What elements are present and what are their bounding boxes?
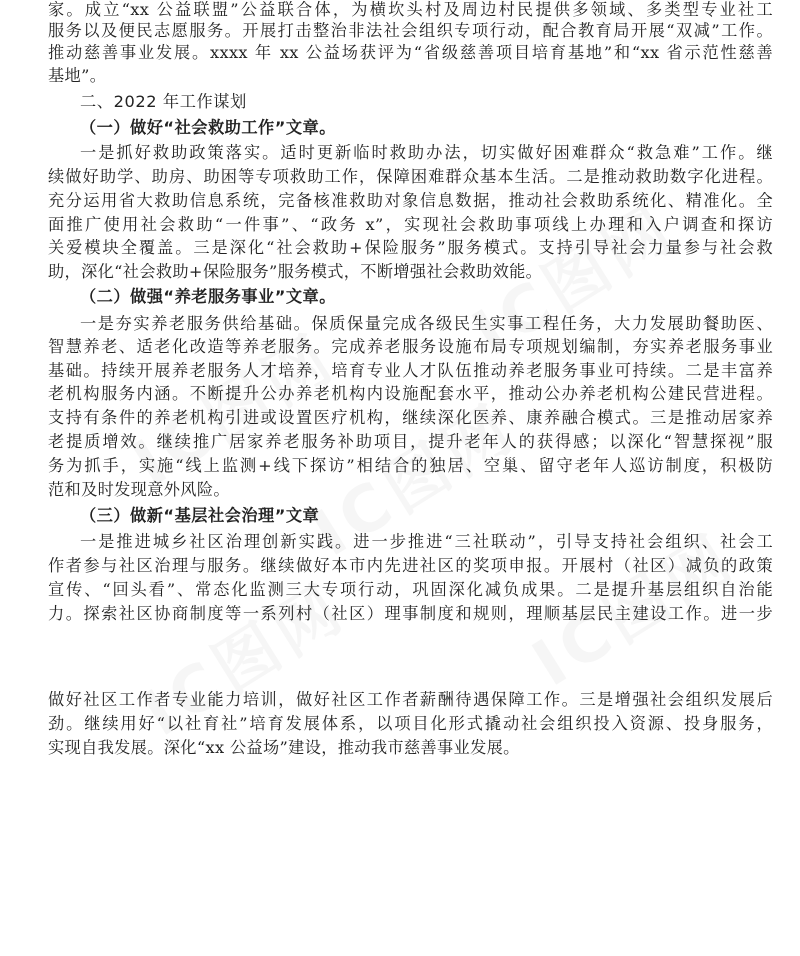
paragraph-line: 力。探索社区协商制度等一系列村（社区）理事制度和规则，理顺基层民主建设工作。进一步 (48, 604, 773, 623)
paragraph-line: 范和及时发现意外风险。 (48, 480, 230, 499)
section-heading: 二、2022 年工作谋划 (80, 92, 247, 111)
paragraph-line: 作者参与社区治理与服务。继续做好本市内先进社区的奖项申报。开展村（社区）减负的政策 (48, 556, 773, 575)
subsection-title: （二）做强“养老服务事业”文章。 (80, 287, 336, 306)
paragraph-line: 实现自我发展。深化“xx 公益场”建设，推动我市慈善事业发展。 (48, 738, 520, 757)
paragraph-line: 面推广使用社会救助“一件事”、“政务 x”，实现社会救助事项线上办理和入户调查和探访 (48, 215, 773, 234)
paragraph-line: 家。成立“xx 公益联盟”公益联合体，为横坎头村及周边村民提供多领域、多类型专业社工 (48, 0, 773, 19)
paragraph-line: 智慧养老、适老化改造等养老服务。完成养老服务设施布局专项规划编制，夯实养老服务事业 (48, 337, 773, 356)
paragraph-line: 一是夯实养老服务供给基础。保质保量完成各级民生实事工程任务，大力发展助餐助医、 (80, 314, 773, 333)
subsection-title: （一）做好“社会救助工作”文章。 (80, 118, 336, 137)
paragraph-line: 老提质增效。继续推广居家养老服务补助项目，提升老年人的获得感；以深化“智慧探视”服 (48, 432, 773, 451)
paragraph-line: 基地”。 (48, 66, 107, 85)
paragraph-line: 一是推进城乡社区治理创新实践。进一步推进“三社联动”，引导支持社会组织、社会工 (80, 532, 773, 551)
paragraph-line: 充分运用省大救助信息系统，完备核准救助对象信息数据，推动社会救助系统化、精准化。全 (48, 191, 773, 210)
paragraph-line: 务为抓手，实施“线上监测+线下探访”相结合的独居、空巢、留守老年人巡访制度，积极防 (48, 456, 773, 475)
paragraph-line: 宣传、“回头看”、常态化监测三大专项行动，巩固深化减负成果。二是提升基层组织自治能 (48, 580, 773, 599)
paragraph-line: 关爱模块全覆盖。三是深化“社会救助+保险服务”服务模式。支持引导社会力量参与社会救 (48, 238, 773, 257)
paragraph-line: 续做好助学、助房、助困等专项救助工作，保障困难群众基本生活。二是推动救助数字化进程。 (48, 167, 773, 186)
paragraph-line: 服务以及便民志愿服务。开展打击整治非法社会组织专项行动，配合教育局开展“双减”工作。 (48, 21, 773, 40)
paragraph-line: 基础。持续开展养老服务人才培养，培育专业人才队伍推动养老服务事业可持续。二是丰富养 (48, 361, 773, 380)
subsection-title: （三）做新“基层社会治理”文章 (80, 506, 320, 525)
paragraph-line: 劲。继续用好“以社育社”培育发展体系，以项目化形式撬动社会组织投入资源、投身服务， (48, 714, 773, 733)
paragraph-line: 助，深化“社会救助+保险服务”服务模式，不断增强社会救助效能。 (48, 262, 543, 281)
paragraph-line: 一是抓好救助政策落实。适时更新临时救助办法，切实做好困难群众“救急难”工作。继 (80, 143, 773, 162)
paragraph-line: 老机构服务内涵。不断提升公办养老机构内设施配套水平，推动公办养老机构公建民营进程。 (48, 384, 773, 403)
paragraph-line: 推动慈善事业发展。xxxx 年 xx 公益场获评为“省级慈善项目培育基地”和“xx 省示范性慈善 (48, 43, 773, 62)
paragraph-line: 支持有条件的养老机构引进或设置医疗机构，继续深化医养、康养融合模式。三是推动居家养 (48, 408, 773, 427)
paragraph-line: 做好社区工作者专业能力培训，做好社区工作者薪酬待遇保障工作。三是增强社会组织发展后 (48, 690, 773, 709)
